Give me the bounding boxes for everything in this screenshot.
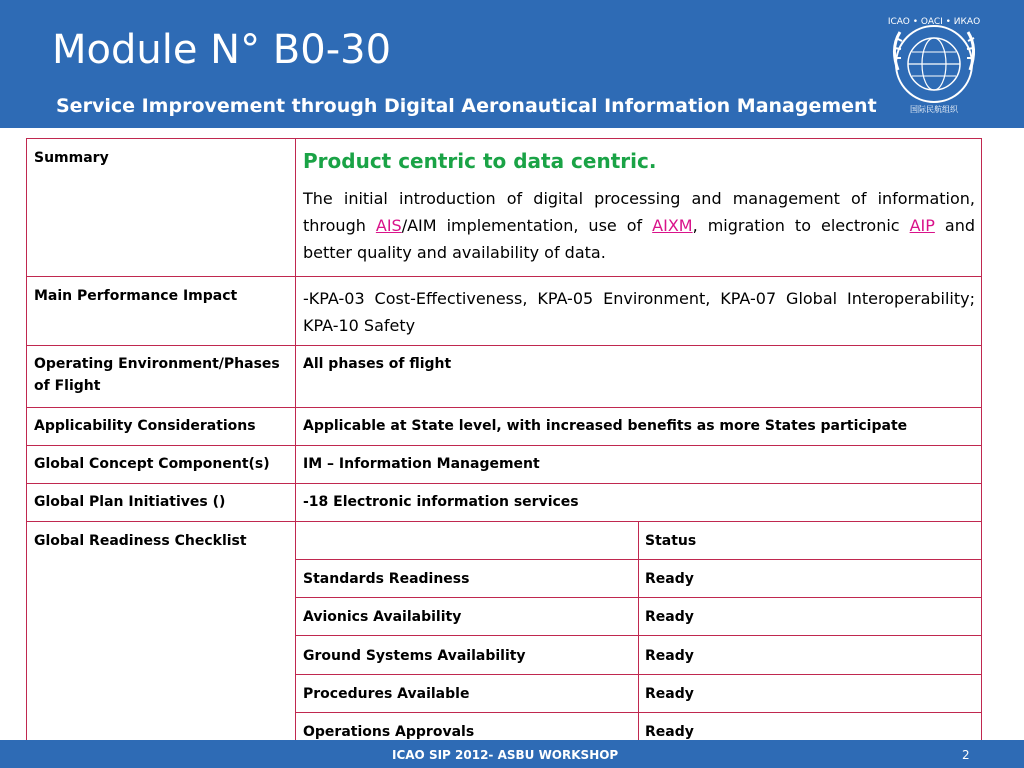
- main-performance-label: Main Performance Impact: [34, 288, 238, 304]
- row-divider: [295, 712, 981, 713]
- operating-environment-label: Operating Environment/Phases of Flight: [34, 356, 280, 394]
- applicability-value: Applicable at State level, with increased benefits as more States participate: [303, 418, 908, 434]
- aip-link[interactable]: AIP: [909, 216, 935, 235]
- row-divider: [27, 521, 981, 522]
- module-table: [26, 138, 982, 750]
- checklist-item-name: Operations Approvals: [303, 724, 475, 740]
- summary-text: The initial introduction of digital processing and management of information, through AIS/AIM implementation, use of AIXM, migration to electronic AIP and better quality and availability of data.: [303, 189, 976, 262]
- checklist-item-status: Ready: [645, 571, 694, 587]
- global-concept-value: IM – Information Management: [303, 456, 540, 472]
- checklist-item-status: Ready: [645, 724, 694, 740]
- svg-text:国际民航组织: 国际民航组织: [910, 105, 958, 114]
- footer-text: ICAO SIP 2012- ASBU WORKSHOP: [392, 748, 619, 762]
- summary-heading: Product centric to data centric.: [303, 149, 657, 173]
- row-divider: [295, 559, 981, 560]
- row-divider: [27, 276, 981, 277]
- global-plan-label: Global Plan Initiatives (): [34, 494, 226, 510]
- row-divider: [295, 635, 981, 636]
- row-divider: [27, 345, 981, 346]
- aixm-link[interactable]: AIXM: [652, 216, 693, 235]
- checklist-item-status: Ready: [645, 609, 694, 625]
- checklist-item-name: Procedures Available: [303, 686, 470, 702]
- row-divider: [27, 483, 981, 484]
- checklist-item-name: Ground Systems Availability: [303, 648, 526, 664]
- page-title: Module N° B0-30: [52, 27, 392, 73]
- operating-environment-value: All phases of flight: [303, 356, 452, 372]
- global-plan-value: -18 Electronic information services: [303, 494, 579, 510]
- checklist-item-name: Avionics Availability: [303, 609, 462, 625]
- status-header: Status: [645, 533, 697, 549]
- checklist-item-status: Ready: [645, 686, 694, 702]
- row-divider: [295, 597, 981, 598]
- row-divider: [27, 407, 981, 408]
- main-performance-value: -KPA-03 Cost-Effectiveness, KPA-05 Environment, KPA-07 Global Interoperability; KPA-10 Safety: [303, 289, 975, 335]
- checklist-item-status: Ready: [645, 648, 694, 664]
- summary-label: Summary: [34, 150, 109, 166]
- icao-logo: [878, 8, 990, 120]
- row-divider: [295, 674, 981, 675]
- readiness-checklist-label: Global Readiness Checklist: [34, 533, 247, 549]
- applicability-label: Applicability Considerations: [34, 418, 256, 434]
- row-divider: [27, 445, 981, 446]
- column-divider: [295, 139, 296, 749]
- page-number: 2: [962, 748, 970, 762]
- checklist-item-name: Standards Readiness: [303, 571, 470, 587]
- page-subtitle: Service Improvement through Digital Aeronautical Information Management: [56, 95, 877, 117]
- global-concept-label: Global Concept Component(s): [34, 456, 270, 472]
- svg-text:ICAO • OACI • ИКАО: ICAO • OACI • ИКАО: [887, 17, 981, 27]
- ais-link[interactable]: AIS: [375, 216, 402, 235]
